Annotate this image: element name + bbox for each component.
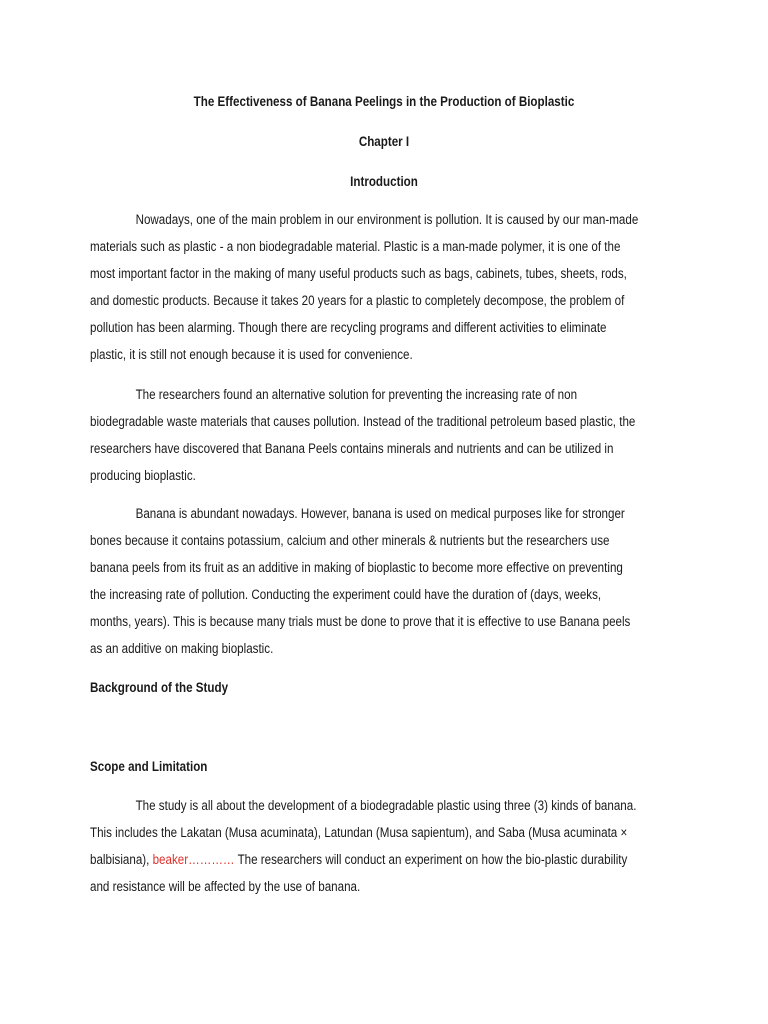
paragraph-pollution (90, 206, 678, 368)
paragraph-line: researchers have discovered that Banana Peels contains minerals and nutrients and can be utilized in (90, 441, 614, 456)
introduction-heading: Introduction (350, 174, 418, 189)
paragraph-line: most important factor in the making of many useful products such as bags, cabinets, tubes, sheets, rods, (90, 266, 627, 281)
paragraph-line: biodegradable waste materials that causes pollution. Instead of the traditional petroleum based plastic, the (90, 414, 636, 429)
text-segment: balbisiana), (90, 852, 153, 867)
paragraph-line: as an additive on making bioplastic. (90, 641, 274, 656)
paragraph-line: banana peels from its fruit as an additive in making of bioplastic to become more effective on preventing (90, 560, 623, 575)
paragraph-alternative-solution (90, 381, 678, 489)
paragraph-line: The study is all about the development of a biodegradable plastic using three (3) kinds of banana. (135, 798, 637, 813)
paragraph-line: This includes the Lakatan (Musa acuminata), Latundan (Musa sapientum), and Saba (Musa acuminata × (90, 825, 628, 840)
paragraph-scope (90, 792, 678, 900)
document-title: The Effectiveness of Banana Peelings in the Production of Bioplastic (193, 94, 575, 109)
paragraph-line: the increasing rate of pollution. Conducting the experiment could have the duration of (days, weeks, (90, 587, 602, 602)
paragraph-line-with-highlight (90, 846, 678, 873)
highlighted-placeholder-text: beaker………… (152, 852, 235, 867)
paragraph-line: months, years). This is because many trials must be done to prove that it is effective to use Banana peels (90, 614, 631, 629)
paragraph-line: bones because it contains potassium, calcium and other minerals & nutrients but the researchers use (90, 533, 610, 548)
paragraph-line: and domestic products. Because it takes 20 years for a plastic to completely decompose, the problem of (90, 293, 625, 308)
paragraph-line: The researchers found an alternative solution for preventing the increasing rate of non (135, 387, 578, 402)
paragraph-line: Banana is abundant nowadays. However, banana is used on medical purposes like for stronger (135, 506, 625, 521)
text-segment: The researchers will conduct an experiment on how the bio-plastic durability (234, 852, 628, 867)
paragraph-line: materials such as plastic - a non biodegradable material. Plastic is a man-made polymer, it is one of the (90, 239, 621, 254)
paragraph-line: producing bioplastic. (90, 468, 196, 483)
paragraph-line: pollution has been alarming. Though there are recycling programs and different activities to eliminate (90, 320, 607, 335)
background-heading: Background of the Study (90, 680, 229, 695)
paragraph-banana-abundance (90, 500, 678, 662)
paragraph-line: plastic, it is still not enough because it is used for convenience. (90, 347, 413, 362)
paragraph-line: and resistance will be affected by the use of banana. (90, 879, 361, 894)
chapter-heading: Chapter I (358, 134, 410, 149)
scope-heading: Scope and Limitation (90, 759, 208, 774)
paragraph-line: Nowadays, one of the main problem in our environment is pollution. It is caused by our man-made (135, 212, 639, 227)
